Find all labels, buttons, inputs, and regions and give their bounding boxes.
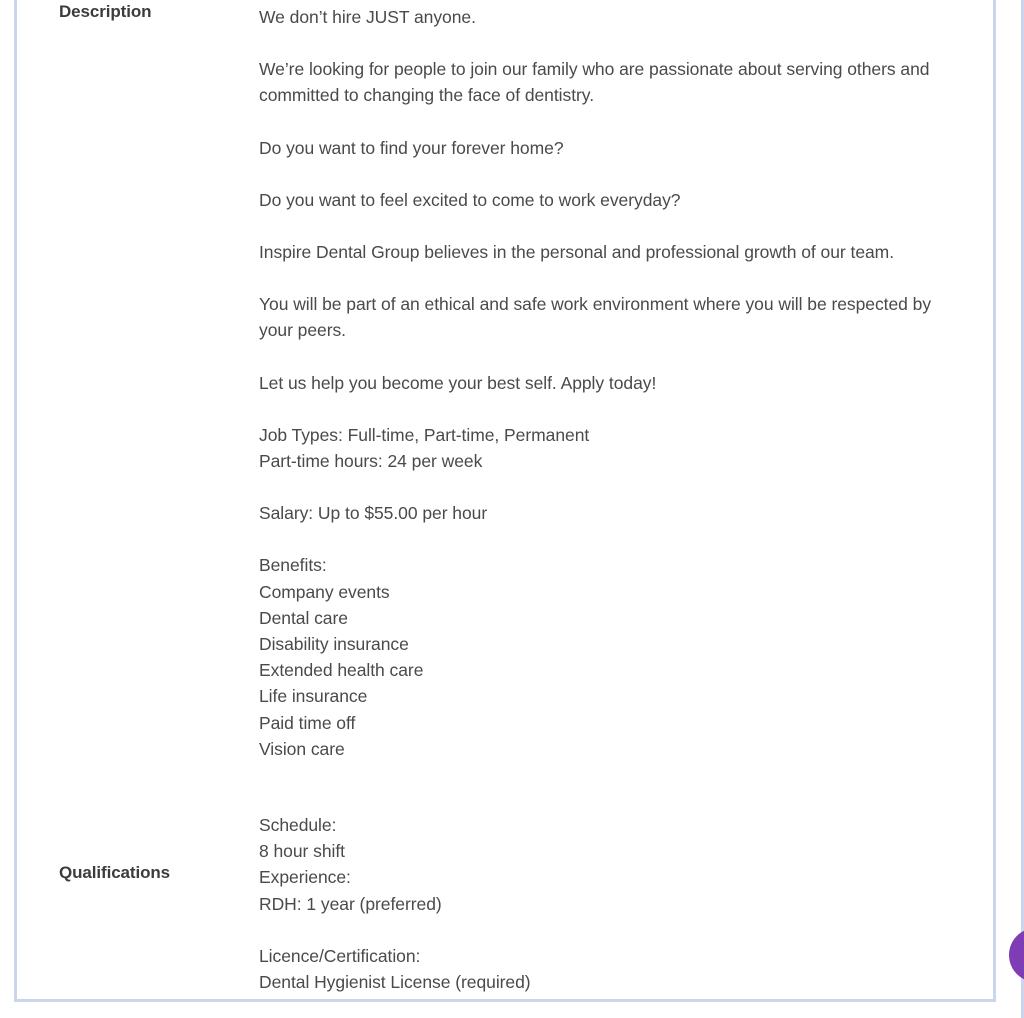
description-paragraph: You will be part of an ethical and safe work environment where you will be respected by your peers. — [259, 294, 932, 341]
schedule-heading: Schedule: — [259, 815, 337, 835]
salary-line: Salary: Up to $55.00 per hour — [259, 503, 488, 524]
description-paragraph: Let us help you become your best self. Apply today! — [259, 372, 657, 393]
experience-value: RDH: 1 year (preferred) — [259, 893, 442, 914]
benefit-item: Life insurance — [259, 686, 368, 707]
chat-bubble-icon[interactable] — [1009, 928, 1024, 982]
job-detail-card-inner — [17, 0, 993, 999]
description-label: Description — [59, 2, 152, 21]
benefit-item: Extended health care — [259, 660, 424, 681]
description-paragraph: Do you want to find your forever home? — [259, 137, 564, 158]
description-body — [259, 4, 959, 762]
qualifications-body — [259, 812, 959, 995]
job-types-line: Job Types: Full-time, Part-time, Permanent — [259, 424, 590, 445]
benefit-item: Disability insurance — [259, 634, 409, 655]
licence-value: Dental Hygienist License (required) — [259, 972, 531, 993]
job-detail-card — [14, 0, 996, 1002]
benefit-item: Company events — [259, 581, 390, 602]
description-paragraph: Inspire Dental Group believes in the personal and professional growth of our team. — [259, 242, 895, 263]
licence-heading: Licence/Certification: — [259, 945, 421, 966]
part-time-hours-line: Part-time hours: 24 per week — [259, 451, 483, 472]
experience-heading: Experience: — [259, 867, 351, 888]
benefits-heading: Benefits: — [259, 555, 327, 576]
description-paragraph: We’re looking for people to join our family who are passionate about serving others and committed to changing the face of dentistry. — [259, 59, 930, 106]
benefit-item: Dental care — [259, 607, 348, 628]
schedule-value: 8 hour shift — [259, 841, 345, 862]
description-paragraph: Do you want to feel excited to come to work everyday? — [259, 189, 681, 210]
qualifications-label: Qualifications — [59, 863, 171, 882]
benefit-item: Vision care — [259, 738, 345, 759]
benefit-item: Paid time off — [259, 712, 356, 733]
description-paragraph: We don’t hire JUST anyone. — [259, 7, 476, 27]
